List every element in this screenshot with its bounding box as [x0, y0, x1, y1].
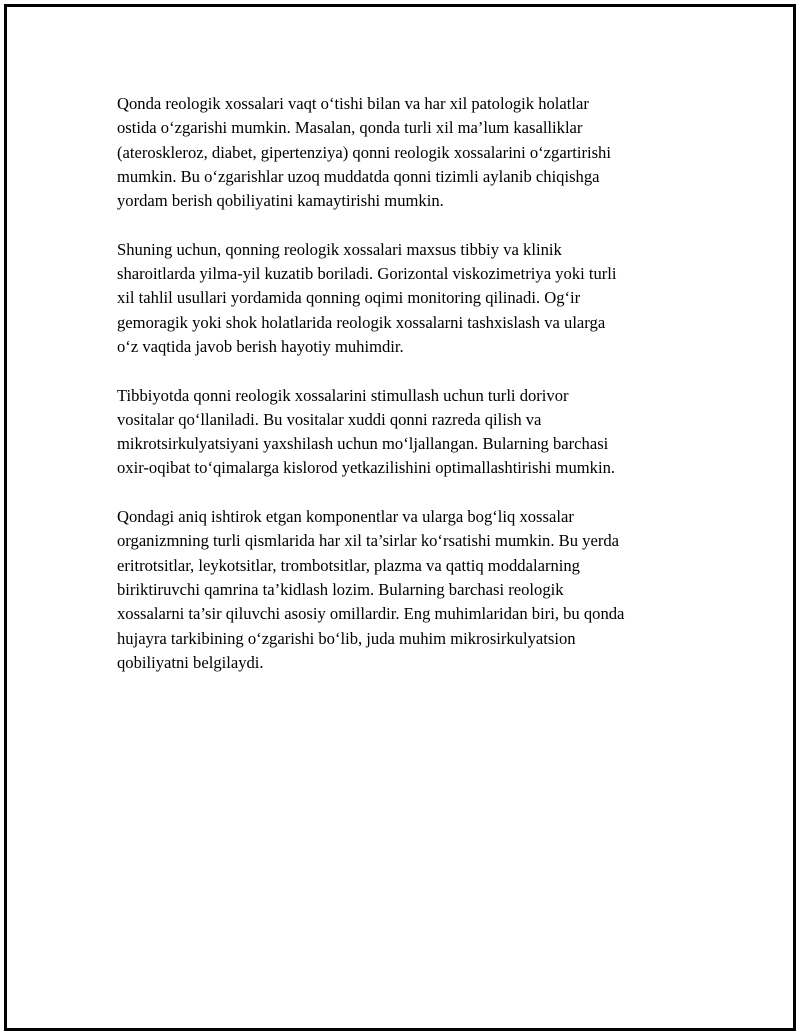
paragraph-line: Shuning uchun, qonning reologik xossalari maxsus tibbiy va klinik: [117, 239, 562, 259]
paragraph-line: oxir-oqibat to‘qimalarga kislorod yetkazilishini optimallashtirishi mumkin.: [117, 458, 616, 478]
paragraph-line: yordam berish qobiliyatini kamaytirishi mumkin.: [117, 191, 444, 211]
document-body: [117, 92, 697, 699]
paragraph-line: vositalar qo‘llaniladi. Bu vositalar xuddi qonni razreda qilish va: [117, 409, 542, 429]
paragraph-line: ostida o‘zgarishi mumkin. Masalan, qonda turli xil ma’lum kasalliklar: [117, 118, 583, 138]
paragraph-1: [117, 92, 697, 213]
paragraph-line: Tibbiyotda qonni reologik xossalarini stimullash uchun turli dorivor: [117, 385, 569, 405]
paragraph-4: [117, 505, 697, 675]
paragraph-line: sharoitlarda yilma-yil kuzatib boriladi. Gorizontal viskozimetriya yoki turli: [117, 264, 617, 284]
paragraph-line: gemoragik yoki shok holatlarida reologik xossalarni tashxislash va ularga: [117, 312, 606, 332]
paragraph-line: eritrotsitlar, leykotsitlar, trombotsitlar, plazma va qattiq moddalarning: [117, 555, 580, 575]
paragraph-line: mikrotsirkulyatsiyani yaxshilash uchun mo‘ljallangan. Bularning barchasi: [117, 434, 609, 454]
paragraph-line: xossalarni ta’sir qiluvchi asosiy omillardir. Eng muhimlaridan biri, bu qonda: [117, 604, 625, 624]
paragraph-line: o‘z vaqtida javob berish hayotiy muhimdir.: [117, 336, 404, 356]
paragraph-line: (ateroskleroz, diabet, gipertenziya) qonni reologik xossalarini o‘zgartirishi: [117, 142, 611, 162]
paragraph-line: organizmning turli qismlarida har xil ta’sirlar ko‘rsatishi mumkin. Bu yerda: [117, 531, 620, 551]
paragraph-2: [117, 238, 697, 359]
paragraph-line: hujayra tarkibining o‘zgarishi bo‘lib, juda muhim mikrosirkulyatsion: [117, 628, 576, 648]
paragraph-3: [117, 384, 697, 481]
paragraph-line: xil tahlil usullari yordamida qonning oqimi monitoring qilinadi. Og‘ir: [117, 288, 581, 308]
paragraph-line: mumkin. Bu o‘zgarishlar uzoq muddatda qonni tizimli aylanib chiqishga: [117, 166, 600, 186]
paragraph-line: Qonda reologik xossalari vaqt o‘tishi bilan va har xil patologik holatlar: [117, 94, 589, 113]
paragraph-line: biriktiruvchi qamrina ta’kidlash lozim. Bularning barchasi reologik: [117, 579, 564, 599]
paragraph-line: Qondagi aniq ishtirok etgan komponentlar va ularga bog‘liq xossalar: [117, 507, 574, 527]
paragraph-line: qobiliyatni belgilaydi.: [117, 652, 264, 672]
